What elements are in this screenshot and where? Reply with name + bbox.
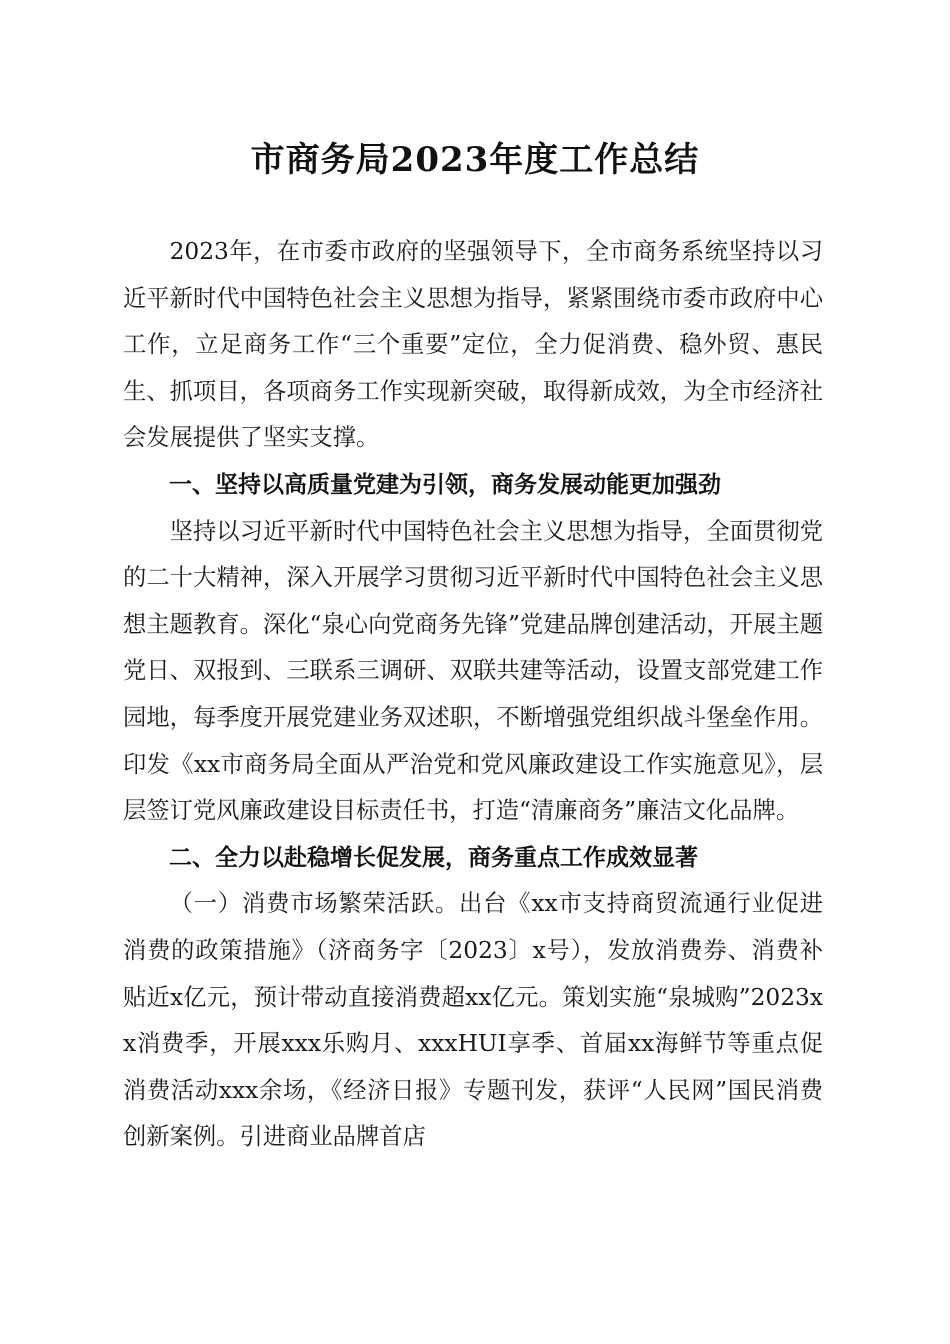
section-1-paragraph: 坚持以习近平新时代中国特色社会主义思想为指导，全面贯彻党的二十大精神，深入开展学习贯彻习近平新时代中国特色社会主义思想主题教育。深化“泉心向党商务先锋”党建品牌创建活动，开展主题党日、双报到、三联系三调研、双联共建等活动，设置支部党建工作园地，每季度开展党建业务双述职，不断增强党组织战斗堡垒作用。印发《xx市商务局全面从严治党和党风廉政建设工作实施意见》，层层签订党风廉政建设目标责任书，打造“清廉商务”廉洁文化品牌。 [123,517,823,825]
subsection-1-label: （一）消费市场繁荣活跃。 [169,890,460,918]
subsection-1-text: 出台《xx市支持商贸流通行业促进消费的政策措施》（济商务字〔2023〕x号），发放消费券、消费补贴近x亿元，预计带动直接消费超xx亿元。策划实施“泉城购”2023xx消费季，开展xxx乐购月、xxxHUI享季、首届xx海鲜节等重点促消费活动xxx余场，《经济日报》专题刊发，获评“人民网”国民消费创新案例。引进商业品牌首店 [123,890,824,1151]
document-body [123,229,823,1161]
section-2-paragraph [123,881,823,1161]
intro-paragraph: 2023年，在市委市政府的坚强领导下，全市商务系统坚持以习近平新时代中国特色社会主义思想为指导，紧紧围绕市委市政府中心工作，立足商务工作“三个重要”定位，全力促消费、稳外贸、惠民生、抓项目，各项商务工作实现新突破，取得新成效，为全市经济社会发展提供了坚实支撑。 [123,238,823,452]
document-title: 市商务局2023年度工作总结 [250,140,700,180]
section-1-heading: 一、坚持以高质量党建为引领，商务发展动能更加强劲 [169,471,721,498]
section-2-heading: 二、全力以赴稳增长促发展，商务重点工作成效显著 [169,844,698,871]
